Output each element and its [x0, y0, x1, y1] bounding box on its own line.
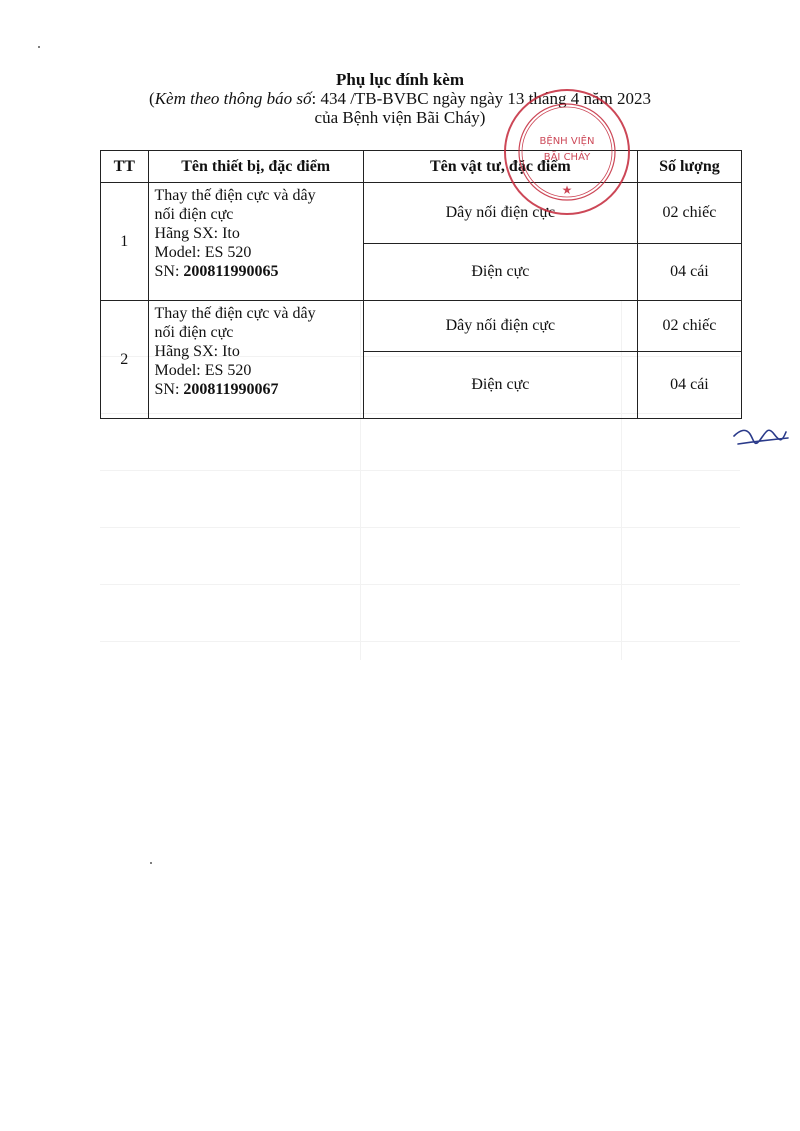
serial-label: SN: [154, 381, 184, 398]
device-line: Thay thế điện cực và dây [154, 187, 316, 204]
row-number: 2 [101, 301, 149, 419]
manufacturer-line: Hãng SX: Ito [154, 225, 240, 242]
row-number: 1 [101, 183, 149, 301]
device-line: Thay thế điện cực và dây [154, 305, 316, 322]
serial-value: 200811990065 [183, 263, 279, 280]
serial-number [155, 380, 357, 399]
scan-speck [38, 46, 40, 48]
material-name: Điện cực [363, 352, 637, 419]
material-name: Dây nối điện cực [363, 301, 637, 352]
svg-text:BÃI CHÁY: BÃI CHÁY [543, 152, 591, 163]
device-line: nối điện cực [154, 206, 234, 223]
table-row [101, 301, 742, 352]
material-quantity: 02 chiếc [637, 301, 741, 352]
material-name: Dây nối điện cực [363, 183, 637, 244]
serial-number [155, 262, 357, 281]
serial-value: 200811990067 [183, 381, 279, 398]
reference-label: Kèm theo thông báo số [154, 89, 312, 108]
material-name: Điện cực [363, 244, 637, 301]
document-header [0, 70, 800, 127]
serial-label: SN: [154, 263, 184, 280]
model-line: Model: ES 520 [154, 362, 252, 379]
col-header-quantity: Số lượng [637, 151, 741, 183]
device-line: nối điện cực [154, 324, 234, 341]
svg-text:BỆNH VIỆN: BỆNH VIỆN [539, 136, 595, 147]
manufacturer-line: Hãng SX: Ito [154, 343, 240, 360]
reference-number-date: : 434 /TB-BVBC ngày ngày 13 tháng 4 năm 2023 [311, 89, 651, 108]
table-header-row [101, 151, 742, 183]
table-row [101, 183, 742, 244]
col-header-tt: TT [101, 151, 149, 183]
scan-speck [150, 862, 152, 864]
handwritten-signature [730, 418, 790, 458]
col-header-material: Tên vật tư, đặc điểm [363, 151, 637, 183]
annex-reference: (Kèm theo thông báo số: 434 /TB-BVBC ngày ngày 13 tháng 4 năm 2023 [149, 89, 651, 108]
svg-text:★: ★ [561, 183, 573, 197]
annex-title: Phụ lục đính kèm [335, 70, 464, 89]
material-quantity: 04 cái [637, 244, 741, 301]
annex-table [100, 150, 742, 419]
model-line: Model: ES 520 [154, 244, 252, 261]
device-description [148, 301, 363, 419]
col-header-device: Tên thiết bị, đặc điểm [148, 151, 363, 183]
issuing-organization: của Bệnh viện Bãi Cháy) [314, 108, 486, 127]
material-quantity: 04 cái [637, 352, 741, 419]
device-description [148, 183, 363, 301]
material-quantity: 02 chiếc [637, 183, 741, 244]
